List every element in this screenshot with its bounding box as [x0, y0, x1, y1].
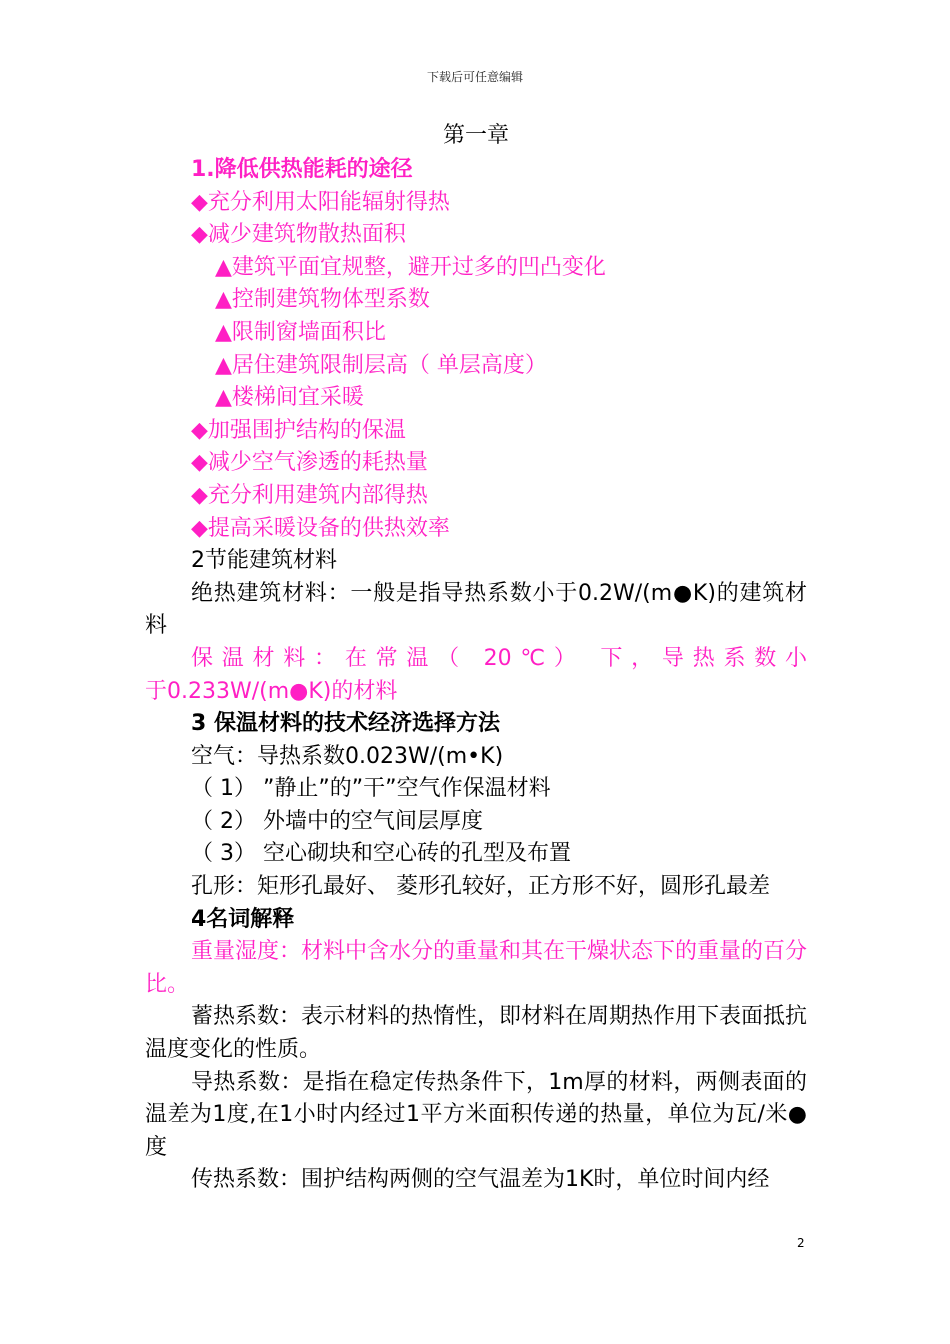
document-body — [145, 118, 807, 1197]
definition-paragraph: 重量湿度：材料中含水分的重量和其在干燥状态下的重量的百分比。 — [145, 939, 808, 997]
page-number: 2 — [797, 1236, 805, 1250]
definition-paragraph: 绝热建筑材料：一般是指导热系数小于0.2W/(m●K)的建筑材料 — [145, 580, 807, 639]
text-line: （ 3） 空心砌块和空心砖的孔型及布置 — [191, 841, 571, 867]
sub-list-item: ▲建筑平面宜规整，避开过多的凹凸变化 — [215, 254, 606, 280]
list-item: ◆减少建筑物散热面积 — [191, 222, 406, 248]
sub-list-item: ▲限制窗墙面积比 — [215, 319, 386, 345]
section3-heading: 3 保温材料的技术经济选择方法 — [191, 711, 500, 737]
list-item: ◆减少空气渗透的耗热量 — [191, 450, 428, 476]
chapter-title: 第一章 — [442, 123, 509, 148]
text-line: 空气：导热系数0.023W/(m•K) — [191, 743, 504, 769]
sub-list-item: ▲楼梯间宜采暖 — [215, 385, 364, 411]
definition-paragraph: 传热系数：围护结构两侧的空气温差为1K时，单位时间内经 — [191, 1167, 770, 1193]
page-header: 下载后可任意编辑 — [426, 70, 523, 84]
list-item: ◆加强围护结构的保温 — [191, 417, 406, 443]
definition-paragraph: 蓄热系数：表示材料的热惰性，即材料在周期热作用下表面抵抗温度变化的性质。 — [145, 1004, 808, 1063]
text-line: （ 2） 外墙中的空气间层厚度 — [191, 808, 483, 834]
sub-list-item: ▲居住建筑限制层高（ 单层高度） — [215, 352, 547, 378]
list-item: ◆充分利用太阳能辐射得热 — [191, 189, 450, 215]
section4-heading: 4名词解释 — [191, 906, 295, 932]
list-item: ◆提高采暖设备的供热效率 — [191, 515, 450, 541]
definition-line: 保温材料：在常温（ 20℃） 下，导热系数小 — [191, 645, 807, 671]
definition-paragraph: 导热系数：是指在稳定传热条件下，1m厚的材料，两侧表面的温差为1度,在1小时内经过1平方米面积传递的热量，单位为瓦/米●度 — [145, 1069, 807, 1160]
text-line: 孔形：矩形孔最好、 菱形孔较好，正方形不好，圆形孔最差 — [191, 874, 770, 900]
section1-heading: 1.降低供热能耗的途径 — [191, 157, 413, 182]
section2-heading: 2节能建筑材料 — [191, 548, 337, 574]
text-line: （ 1） ”静止”的”干”空气作保温材料 — [191, 776, 551, 802]
list-item: ◆充分利用建筑内部得热 — [191, 482, 428, 508]
sub-list-item: ▲控制建筑物体型系数 — [215, 287, 430, 313]
definition-line: 于0.233W/(m●K)的材料 — [145, 678, 398, 704]
